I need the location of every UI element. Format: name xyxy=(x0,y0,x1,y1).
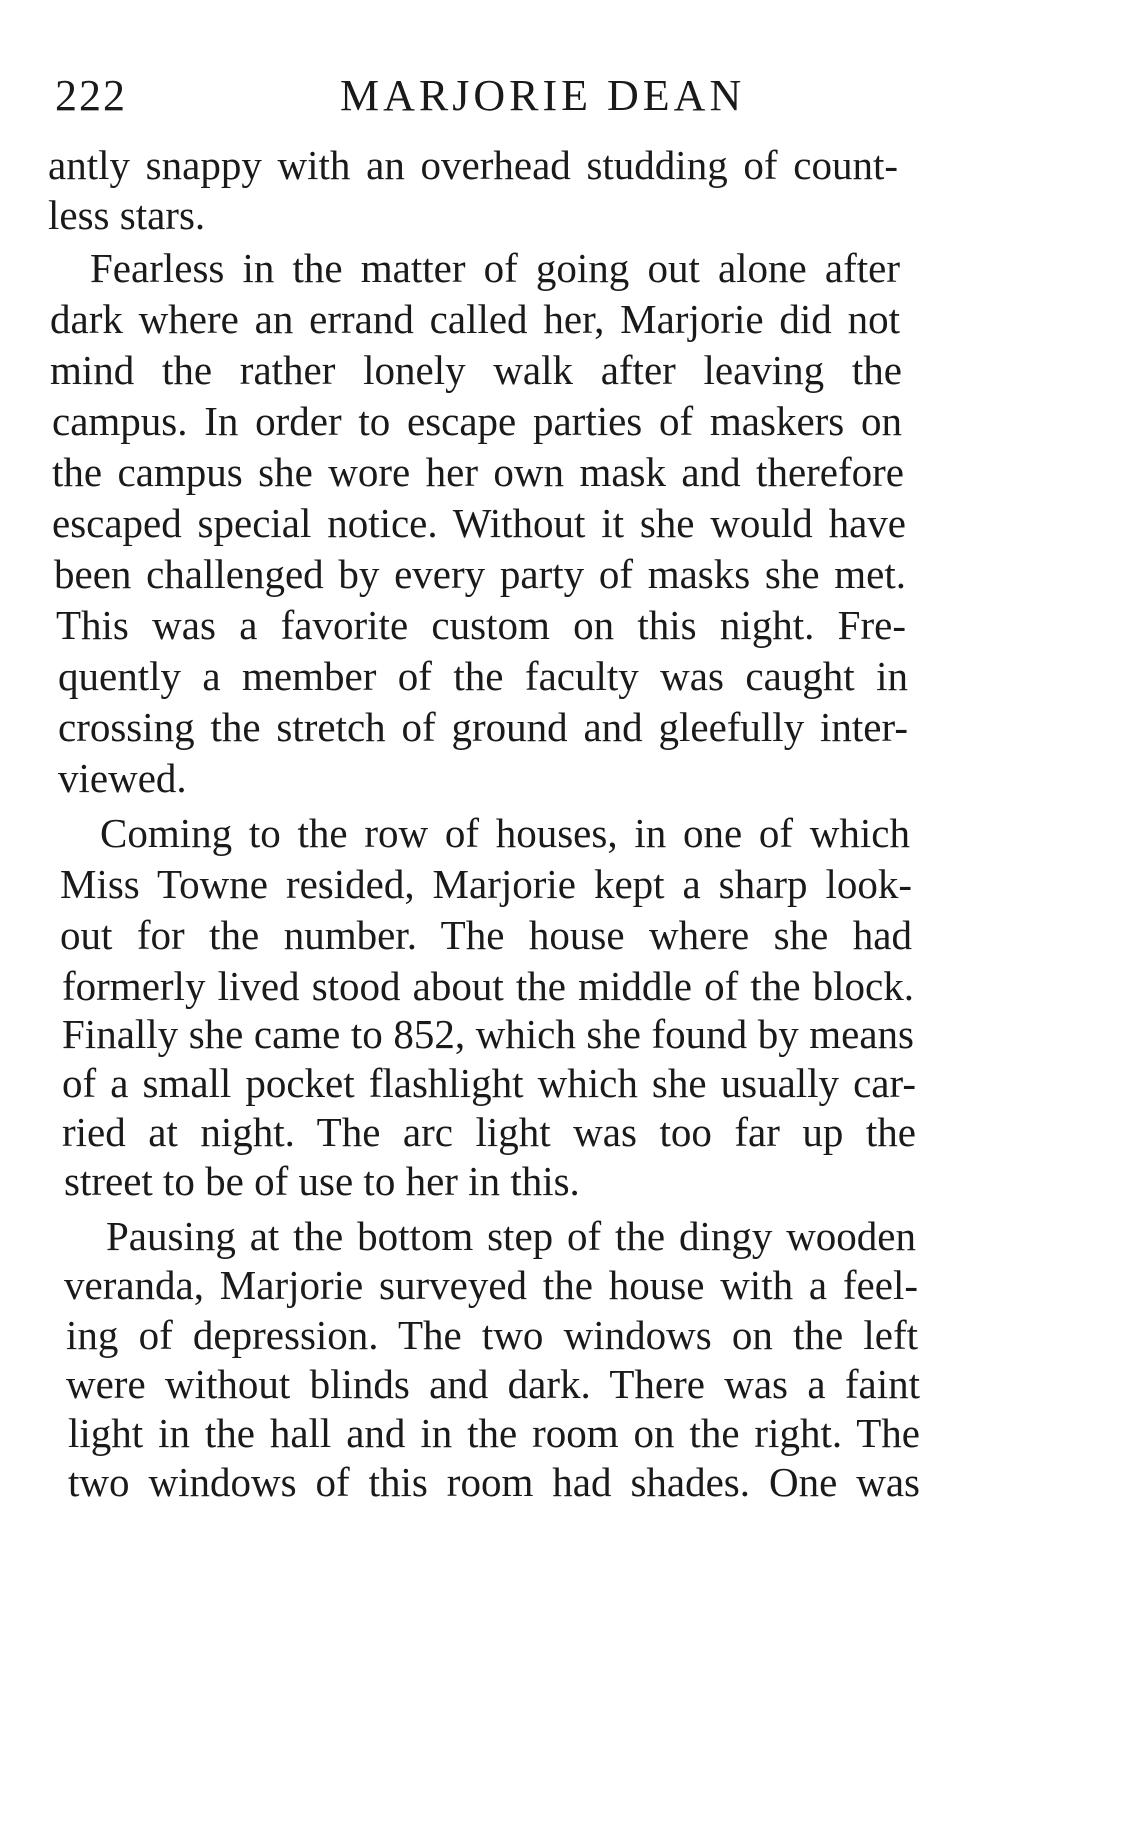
text-line: viewed. xyxy=(58,755,187,801)
text-line: Finally she came to 852, which she found by means xyxy=(62,1011,914,1057)
text-line: Miss Towne resided, Marjorie kept a sharp look- xyxy=(60,861,912,907)
text-line: veranda, Marjorie surveyed the house with a feel- xyxy=(64,1262,918,1308)
text-line: street to be of use to her in this. xyxy=(64,1158,580,1204)
page-header xyxy=(55,70,1085,130)
text-line: campus. In order to escape parties of maskers on xyxy=(52,398,902,444)
text-line: out for the number. The house where she had xyxy=(60,912,912,958)
text-line: formerly lived stood about the middle of the block. xyxy=(62,963,914,1009)
running-title: MARJORIE DEAN xyxy=(340,71,746,120)
text-line: ried at night. The arc light was too far up the xyxy=(62,1109,916,1155)
text-line: been challenged by every party of masks she met. xyxy=(54,551,906,597)
text-line: were without blinds and dark. There was a faint xyxy=(66,1361,920,1407)
text-line: two windows of this room had shades. One was xyxy=(68,1459,920,1505)
text-line: of a small pocket flashlight which she usually car- xyxy=(62,1060,916,1106)
text-line: the campus she wore her own mask and therefore xyxy=(52,449,904,495)
text-line: antly snappy with an overhead studding of count- xyxy=(48,142,898,188)
page-number: 222 xyxy=(55,71,127,120)
text-line: dark where an errand called her, Marjorie did not xyxy=(50,296,900,342)
text-line: ing of depression. The two windows on the left xyxy=(66,1312,918,1358)
text-line: This was a favorite custom on this night. Fre- xyxy=(56,602,906,648)
text-line: light in the hall and in the room on the right. The xyxy=(68,1410,920,1456)
text-line: less stars. xyxy=(48,192,206,238)
text-line: quently a member of the faculty was caught in xyxy=(58,653,908,699)
text-line: mind the rather lonely walk after leaving the xyxy=(50,347,902,393)
text-line: Pausing at the bottom step of the dingy wooden xyxy=(106,1213,916,1259)
text-line: crossing the stretch of ground and gleefully inter- xyxy=(58,704,908,750)
text-line: Coming to the row of houses, in one of which xyxy=(100,810,910,856)
text-line: Fearless in the matter of going out alone after xyxy=(90,245,900,291)
text-line: escaped special notice. Without it she would have xyxy=(52,500,906,546)
